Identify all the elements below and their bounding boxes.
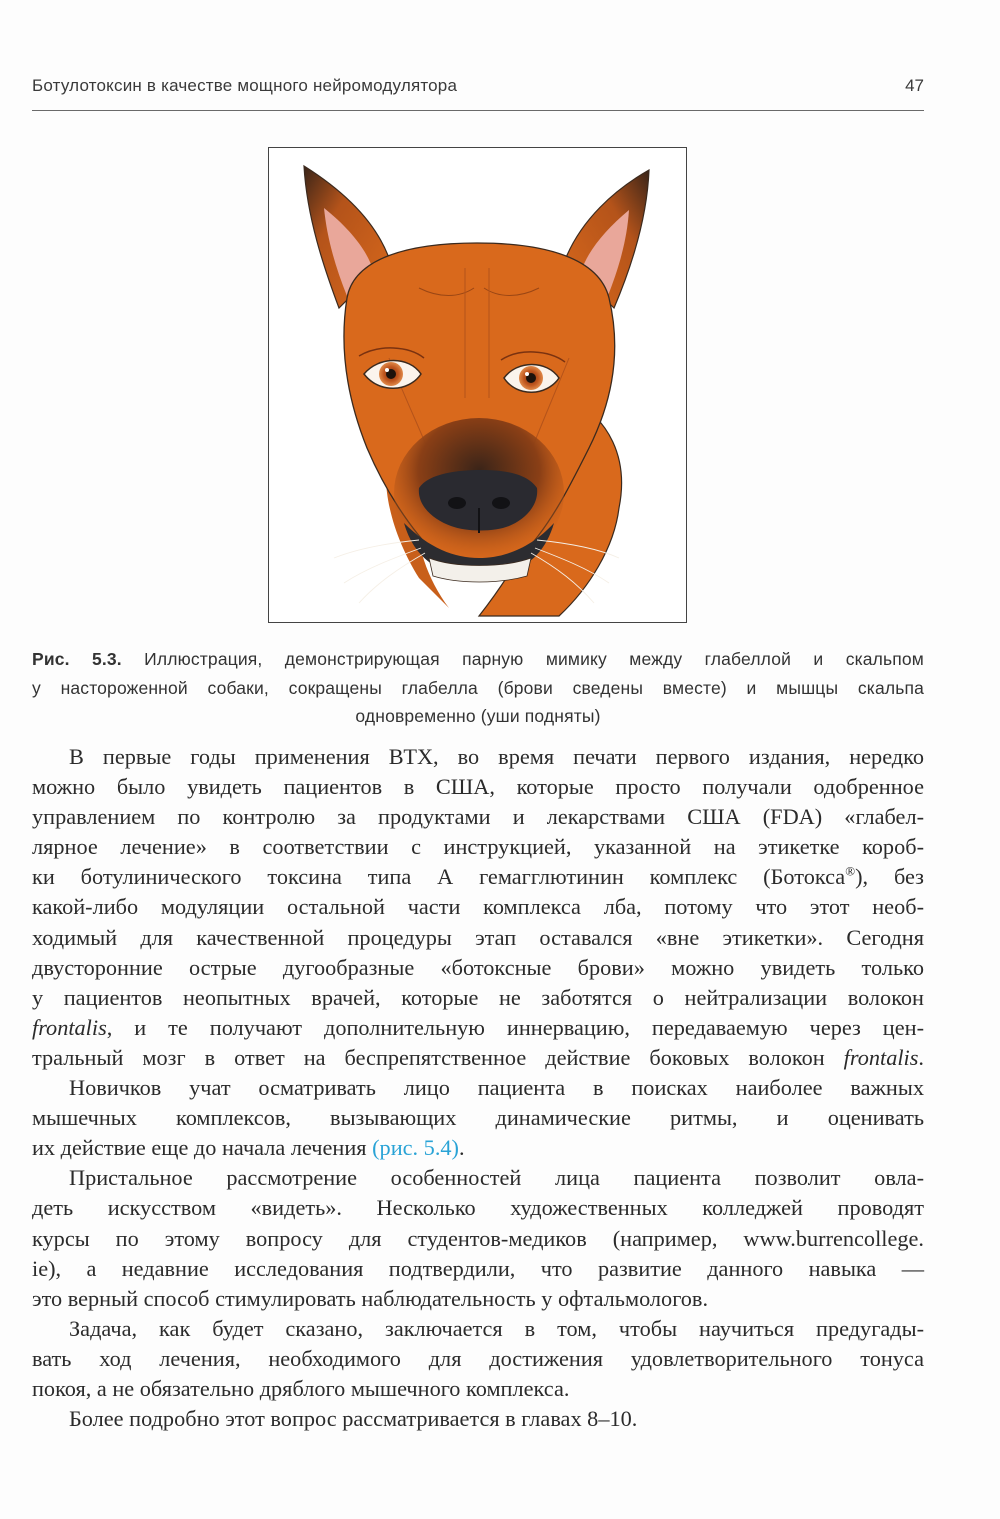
header-rule <box>32 110 924 111</box>
text-run: ), без <box>855 864 924 890</box>
text-run: ки ботулинического токсина типа А гемагглютинин комплекс (Ботокса <box>32 864 846 890</box>
text-run: . <box>918 1044 924 1070</box>
paragraph-line: Более подробно этот вопрос рассматривается в главах 8–10. <box>69 1406 638 1432</box>
paragraph-line <box>32 862 924 892</box>
text-run: . <box>458 1135 465 1161</box>
caption-line: у настороженной собаки, сокращены глабелла (брови сведены вместе) и мышцы скальпа <box>32 677 924 698</box>
paragraph-line: вать ход лечения, необходимого для достижения удовлетворительного тонуса <box>32 1345 924 1371</box>
caption-label: Рис. 5.3. <box>32 649 122 669</box>
paragraph-line: ходимый для качественной процедуры этап оставался «вне этикетки». Сегодня <box>32 924 924 950</box>
paragraph-line: Новичков учат осматривать лицо пациента в поисках наиболее важных <box>69 1075 924 1101</box>
paragraph-line: управлением по контролю за продуктами и лекарствами США (FDA) «глабел- <box>32 804 924 830</box>
paragraph-line: Пристальное рассмотрение особенностей лица пациента позволит овла- <box>69 1165 924 1191</box>
figure-caption <box>32 645 924 731</box>
paragraph-line: деть искусством «видеть». Несколько художественных колледжей проводят <box>32 1195 924 1221</box>
figure-frame <box>268 147 687 623</box>
paragraph-line: курсы по этому вопросу для студентов-медиков (например, www.burrencollege. <box>32 1225 924 1251</box>
text-run: их действие еще до начала лечения <box>32 1135 373 1161</box>
caption-line: одновременно (уши подняты) <box>355 706 601 726</box>
running-title: Ботулотоксин в качестве мощного нейромодулятора <box>32 76 458 95</box>
caption-text: Иллюстрация, демонстрирующая парную мимику между глабеллой и скальпом <box>121 649 924 669</box>
paragraph-line <box>32 1013 924 1043</box>
figure-reference-link[interactable]: (рис. 5.4) <box>372 1135 459 1161</box>
paragraph-line: мышечных комплексов, вызывающих динамические ритмы, и оценивать <box>32 1105 924 1131</box>
paragraph-line: лярное лечение» в соответствии с инструкцией, указанной на этикетке короб- <box>32 834 924 860</box>
running-head <box>32 76 924 102</box>
latin-term: frontalis <box>32 1014 107 1040</box>
registered-mark: ® <box>845 863 856 879</box>
body-text <box>32 742 924 1434</box>
latin-term: frontalis <box>843 1044 919 1070</box>
paragraph-line <box>32 1043 924 1073</box>
paragraph-line: ie), а недавние исследования подтвердили, что развитие данного навыка — <box>32 1255 924 1281</box>
paragraph-line: Задача, как будет сказано, заключается в том, чтобы научиться предугады- <box>69 1315 924 1341</box>
caption-line <box>32 645 924 674</box>
paragraph-line: покоя, а не обязательно дряблого мышечного комплекса. <box>32 1375 570 1401</box>
paragraph-line: двусторонние острые дугообразные «ботоксные брови» можно увидеть только <box>32 954 924 980</box>
text-run: тральный мозг в ответ на беспрепятственное действие боковых волокон <box>32 1044 844 1070</box>
page-number: 47 <box>905 76 924 95</box>
paragraph-line: какой-либо модуляции остальной части комплекса лба, потому что этот необ- <box>32 894 924 920</box>
paragraph-line: можно было увидеть пациентов в США, которые просто получали одобренное <box>32 774 924 800</box>
paragraph-line <box>32 1133 924 1163</box>
text-run: , и те получают дополнительную иннервацию, передаваемую через цен- <box>106 1014 924 1040</box>
dog-illustration <box>269 148 686 622</box>
paragraph-line: у пациентов неопытных врачей, которые не заботятся о нейтрализации волокон <box>32 984 924 1010</box>
paragraph-line: это верный способ стимулировать наблюдательность у офтальмологов. <box>32 1285 709 1311</box>
paragraph-line: В первые годы применения ВТХ, во время печати первого издания, нередко <box>69 744 924 769</box>
